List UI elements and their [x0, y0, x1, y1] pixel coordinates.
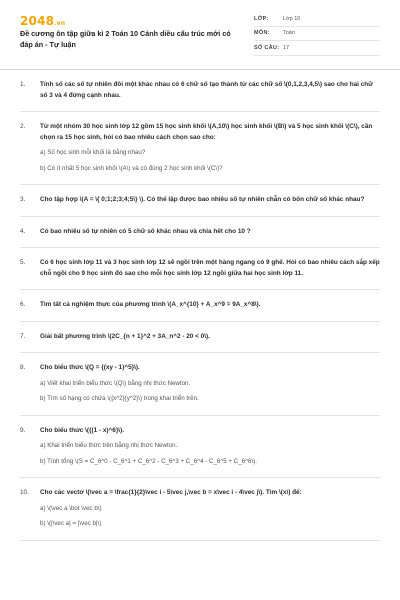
- question-text: Cho biểu thức \({(1 - x)^6}\).: [40, 426, 124, 434]
- question-line: [20, 122, 380, 143]
- meta-key: MÔN:: [254, 30, 270, 37]
- sub-question: a) Viết khai triển biểu thức \(Q\) bằng nhị thức Newton.: [40, 379, 191, 387]
- question-text: Tìm tất cả nghiệm thực của phương trình \(A_x^{10} + A_x^9 = 9A_x^8\).: [40, 301, 261, 308]
- question-text: Có 6 học sinh lớp 11 và 3 học sinh lớp 12 sẽ ngồi trên một hàng ngang có 9 ghế. Hỏi có bao nhiêu cách sắp xếp chỗ ngồi cho 9 học sinh đó sao cho mỗi học sinh lớp 12 ngồi giữa hai học sinh lớp 11.: [40, 259, 380, 277]
- question-number: 1.: [20, 81, 26, 88]
- document-title: Đề cương ôn tập giữa kì 2 Toán 10 Cánh diều cấu trúc mới có đáp án - Tự luận: [20, 29, 231, 49]
- sub-question: a) Khai triển biểu thức trên bằng nhị thức Newton.: [40, 442, 178, 449]
- question-number: 5.: [20, 259, 26, 266]
- question-item: [20, 70, 380, 112]
- question-line: [20, 488, 380, 499]
- question-number: 4.: [20, 227, 26, 235]
- question-text: Cho biểu thức \(Q = {(xy - 1)^5}\).: [40, 364, 140, 371]
- question-text: Tính số các số tự nhiên đôi một khác nhau có 6 chữ số tạo thành từ các chữ số \(0,1,2,3,4,5\) sao cho hai chữ số 3 và 4 đứng cạnh nhau.: [40, 81, 373, 99]
- meta-value: Lớp 10: [283, 15, 301, 22]
- meta-key: SỐ CÂU:: [254, 44, 280, 51]
- question-text: Từ một nhóm 30 học sinh lớp 12 gồm 15 học sinh khối \(A,10\) học sinh khối \(B\) và 5 học sinh khối \(C\), cần chọn ra 15 học sinh, hỏi có bao nhiêu cách chọn sao cho:: [40, 123, 373, 141]
- question-number: 9.: [20, 426, 26, 434]
- sub-question: b) Có ít nhất 5 học sinh khối \(A\) và có đúng 2 học sinh khối \(C\)?: [40, 164, 223, 172]
- sub-question: b) Tìm số hạng có chứa \({x^2}{y^2}\) trong khai triển trên.: [40, 395, 199, 402]
- question-line: [20, 426, 380, 437]
- meta-row-question-count: [254, 41, 380, 56]
- document-meta: [254, 12, 380, 56]
- question-number: 3.: [20, 196, 26, 203]
- meta-row-subject: [254, 27, 380, 42]
- question-item: [20, 112, 380, 185]
- question-number: 6.: [20, 301, 26, 308]
- sub-question: b) Tính tổng \(S = C_6^0 - C_6^1 + C_6^2 - C_6^3 + C_6^4 - C_6^5 + C_6^6\).: [40, 457, 257, 465]
- question-line: [20, 300, 380, 311]
- question-line: [20, 363, 380, 374]
- question-number: 2.: [20, 123, 26, 130]
- question-line: [20, 227, 380, 238]
- meta-key: LỚP:: [254, 15, 269, 22]
- document-header: [0, 0, 400, 70]
- question-list: [20, 70, 380, 541]
- question-line: [20, 332, 380, 343]
- question-item: [20, 248, 380, 290]
- sub-question: a) Số học sinh mỗi khối là bằng nhau?: [40, 149, 146, 156]
- question-item: [20, 353, 380, 416]
- question-item: [20, 290, 380, 322]
- question-text: Cho tập hợp \(A = \{ 0;1;2;3;4;5\} \). Có thể lập được bao nhiêu số tự nhiên chẵn có bốn chữ số khác nhau?: [40, 196, 365, 203]
- question-text: Cho các vectơ \(\vec a = \frac{1}{2}\vec i - 5\vec j,\vec b = x\vec i - 4\vec j\). Tìm \(x\) để:: [40, 489, 302, 496]
- question-line: [20, 80, 380, 101]
- meta-value: Toán: [283, 30, 295, 37]
- logo-main-text: 2048: [20, 14, 55, 28]
- meta-value: 17: [283, 44, 290, 51]
- question-item: [20, 322, 380, 354]
- question-number: 7.: [20, 332, 26, 340]
- question-line: [20, 258, 380, 279]
- site-logo[interactable]: [20, 14, 65, 28]
- question-item: [20, 478, 380, 541]
- question-item: [20, 416, 380, 479]
- question-text: Có bao nhiêu số tự nhiên có 5 chữ số khác nhau và chia hết cho 10 ?: [40, 227, 251, 235]
- logo-suffix-text: .vn: [54, 20, 66, 27]
- sub-question: a) \(\vec a \bot \vec b\): [40, 504, 102, 512]
- question-text: Giải bất phương trình \(2C_{n + 1}^2 + 3A_n^2 - 20 < 0\).: [40, 332, 210, 340]
- question-item: [20, 217, 380, 249]
- sub-question: b) \(|\vec a| = |\vec b|\): [40, 520, 102, 527]
- question-line: [20, 195, 380, 206]
- question-item: [20, 185, 380, 217]
- question-number: 10.: [20, 489, 29, 496]
- meta-row-class: [254, 12, 380, 27]
- question-number: 8.: [20, 364, 26, 371]
